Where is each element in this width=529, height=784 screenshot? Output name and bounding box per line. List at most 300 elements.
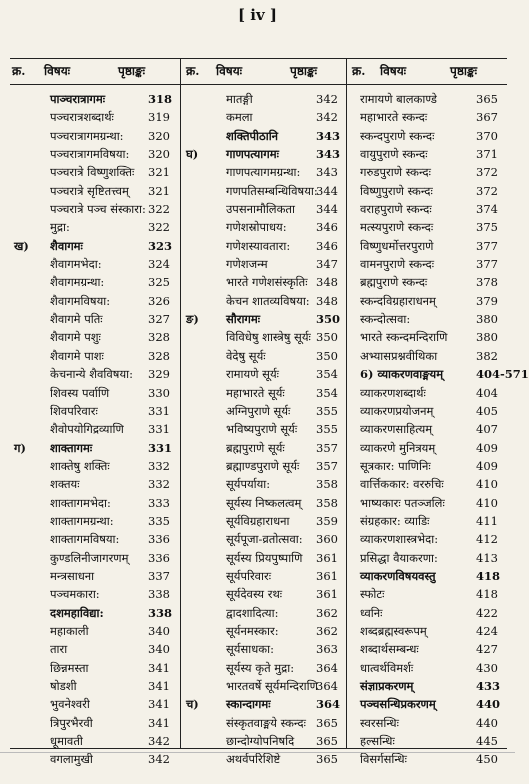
entry-page: 358 xyxy=(316,477,338,492)
entry-page: 341 xyxy=(148,715,170,730)
entry-topic: गाणपत्यागमः xyxy=(226,147,279,162)
entry-page: 344 xyxy=(316,183,338,198)
index-entry xyxy=(182,237,344,255)
index-entry xyxy=(10,384,178,402)
entry-page: 375 xyxy=(476,220,498,235)
entry-topic: अथर्वपरिशिष्टे xyxy=(226,752,281,767)
index-entry xyxy=(348,622,507,640)
header-rule xyxy=(10,84,507,85)
entry-page: 338 xyxy=(148,587,170,602)
entry-page: 364 xyxy=(316,660,338,675)
entry-topic: भारते गणेशसंस्कृतिः xyxy=(226,275,308,290)
entry-topic: शैवागमभेदा: xyxy=(50,257,102,272)
entry-topic: सूत्रकार: पाणिनिः xyxy=(360,458,431,473)
entry-page: 336 xyxy=(148,532,170,547)
entry-page: 333 xyxy=(148,495,170,510)
entry-topic: शाक्तेषु शक्तिः xyxy=(50,458,110,473)
index-entry xyxy=(348,420,507,438)
entry-page: 364 xyxy=(316,697,341,712)
entry-topic: पञ्चरात्रागमविषया: xyxy=(50,147,130,162)
entry-topic: व्याकरणप्रयोजनम् xyxy=(360,403,434,418)
entry-page: 411 xyxy=(476,513,498,528)
index-entry xyxy=(182,695,344,713)
index-entry xyxy=(348,677,507,695)
entry-topic: संस्कृतवाङ्मये स्कन्दः xyxy=(226,715,306,730)
index-entry xyxy=(10,585,178,603)
entry-topic: गरुडपुराणे स्कन्दः xyxy=(360,165,431,180)
column-divider xyxy=(346,58,347,748)
entry-topic: सूर्यपरिवारः xyxy=(226,568,272,583)
entry-page: 424 xyxy=(476,623,498,638)
index-entry xyxy=(10,108,178,126)
entry-page: 377 xyxy=(476,257,498,272)
entry-topic: विसर्गसन्धिः xyxy=(360,752,407,767)
entry-page: 355 xyxy=(316,403,338,418)
index-entry xyxy=(10,420,178,438)
entry-page: 440 xyxy=(476,715,498,730)
entry-page: 379 xyxy=(476,293,498,308)
entry-page: 372 xyxy=(476,183,498,198)
entry-page: 321 xyxy=(148,165,170,180)
section-marker: ग) xyxy=(14,440,26,455)
header-prishthanka: पृष्ठाङ्कः xyxy=(290,64,318,78)
entry-topic: विष्णुपुराणे स्कन्दः xyxy=(360,183,433,198)
index-entry xyxy=(348,365,529,383)
entry-page: 338 xyxy=(148,605,173,620)
entry-page: 341 xyxy=(148,679,170,693)
entry-page: 440 xyxy=(476,697,501,712)
entry-page: 382 xyxy=(476,348,498,363)
entry-topic: सौरागमः xyxy=(226,312,261,327)
index-entry xyxy=(10,163,178,181)
entry-page: 332 xyxy=(148,458,170,473)
entry-topic: पञ्चरात्रे विष्णुशक्तिः xyxy=(50,165,135,180)
index-entry xyxy=(10,549,178,567)
entry-topic: अभ्यासप्रश्नवीथिका xyxy=(360,348,438,363)
header-vishay: विषयः xyxy=(216,64,243,78)
index-entry xyxy=(182,292,344,310)
index-entry xyxy=(10,237,178,255)
entry-topic: स्कान्दागमः xyxy=(226,697,271,712)
entry-topic: पञ्चरात्रशब्दार्थः xyxy=(50,110,114,125)
index-entry xyxy=(182,604,344,622)
entry-page: 348 xyxy=(316,275,338,290)
entry-topic: शब्दब्रह्मस्वरूपम् xyxy=(360,623,427,638)
index-entry xyxy=(10,328,178,346)
entry-topic: स्वरसन्धिः xyxy=(360,715,399,730)
entry-topic: गणेशस्रोपाधय: xyxy=(226,220,287,235)
index-entry xyxy=(348,695,507,713)
entry-page: 328 xyxy=(148,330,170,345)
entry-page: 405 xyxy=(476,403,498,418)
entry-topic: वायुपुराणे स्कन्दः xyxy=(360,147,428,162)
entry-page: 320 xyxy=(148,147,170,162)
index-entry xyxy=(182,659,344,677)
index-column-1 xyxy=(10,90,178,769)
index-entry xyxy=(348,328,507,346)
section-marker: च) xyxy=(186,697,199,712)
entry-topic: पञ्चरात्रे पञ्च संस्कारा: xyxy=(50,202,146,217)
index-entry xyxy=(348,714,507,732)
index-entry xyxy=(182,622,344,640)
page-bottom-edge xyxy=(0,752,515,753)
index-entry xyxy=(182,310,344,328)
entry-topic: व्याकरणशास्त्रभेदा: xyxy=(360,532,439,547)
entry-page: 365 xyxy=(316,715,338,730)
entry-page: 326 xyxy=(148,293,170,308)
header-vishay: विषयः xyxy=(44,64,71,78)
entry-topic: मन्त्रसाधना xyxy=(50,568,95,583)
entry-page: 343 xyxy=(316,165,338,180)
index-entry xyxy=(348,439,507,457)
entry-topic: शैवोपयोगिद्रव्याणि xyxy=(50,422,124,437)
index-entry xyxy=(348,732,507,750)
entry-topic: दशमहाविद्या: xyxy=(50,605,104,620)
index-entry xyxy=(10,512,178,530)
index-entry xyxy=(348,640,507,658)
index-entry xyxy=(10,604,178,622)
entry-page: 347 xyxy=(316,257,338,272)
entry-page: 350 xyxy=(316,330,338,345)
entry-page: 323 xyxy=(148,238,173,253)
index-entry xyxy=(182,255,344,273)
index-entry xyxy=(348,310,507,328)
index-entry xyxy=(348,494,507,512)
entry-page: 430 xyxy=(476,660,498,675)
index-entry xyxy=(10,659,178,677)
index-entry xyxy=(10,640,178,658)
entry-topic: विष्णुधर्मोत्तरपुराणे xyxy=(360,238,434,253)
index-entry xyxy=(10,402,178,420)
entry-topic: शाक्तागमः xyxy=(50,440,93,455)
index-entry xyxy=(182,494,344,512)
index-entry xyxy=(182,585,344,603)
entry-page: 407 xyxy=(476,422,498,437)
entry-topic: तारा xyxy=(50,642,68,657)
index-entry xyxy=(10,622,178,640)
index-entry xyxy=(182,750,344,768)
entry-topic: षोडशी xyxy=(50,679,77,693)
entry-topic: धूमावती xyxy=(50,734,83,749)
index-entry xyxy=(348,567,507,585)
entry-page: 360 xyxy=(316,532,338,547)
entry-page: 361 xyxy=(316,568,338,583)
entry-topic: केचन शातव्यविषया: xyxy=(226,293,310,308)
entry-topic: मुद्रा: xyxy=(50,220,70,235)
entry-topic: व्याकरणविषयवस्तु xyxy=(360,568,436,583)
entry-topic: गणपतिसम्बन्धिविषया: xyxy=(226,183,318,198)
entry-page: 342 xyxy=(148,734,170,749)
entry-page: 340 xyxy=(148,642,170,657)
index-entry xyxy=(10,347,178,365)
entry-topic: छान्दोग्योपनिषदि xyxy=(226,734,295,749)
index-entry xyxy=(348,163,507,181)
entry-topic: भारतवर्षे सूर्यमन्दिराणि xyxy=(226,679,318,693)
entry-topic: शब्दार्थसम्बन्धः xyxy=(360,642,419,657)
entry-topic: शैवागमः xyxy=(50,238,83,253)
entry-topic: सूर्यस्य निष्कलत्वम् xyxy=(226,495,302,510)
entry-topic: हल्सन्धिः xyxy=(360,734,395,749)
index-entry xyxy=(182,549,344,567)
index-entry xyxy=(10,567,178,585)
index-entry xyxy=(10,182,178,200)
entry-page: 427 xyxy=(476,642,498,657)
entry-page: 357 xyxy=(316,440,338,455)
index-entry xyxy=(182,365,344,383)
entry-topic: वामनपुराणे स्कन्दः xyxy=(360,257,435,272)
index-entry xyxy=(348,402,507,420)
entry-page: 380 xyxy=(476,330,498,345)
index-entry xyxy=(10,145,178,163)
entry-topic: शिवस्य पर्वाणि xyxy=(50,385,110,400)
index-entry xyxy=(10,310,178,328)
entry-page: 328 xyxy=(148,348,170,363)
index-entry xyxy=(10,677,178,695)
index-entry xyxy=(348,475,507,493)
entry-topic: महाकाली xyxy=(50,623,89,638)
page-number: [ iv ] xyxy=(237,6,278,24)
index-entry xyxy=(348,512,507,530)
entry-page: 365 xyxy=(316,752,338,767)
header-kra: क्र. xyxy=(352,64,366,78)
entry-topic: पञ्चरात्रागमग्रन्था: xyxy=(50,128,124,143)
entry-topic: शिवपरिवारः xyxy=(50,403,98,418)
entry-page: 321 xyxy=(148,183,170,198)
entry-topic: शाक्तागमविषया: xyxy=(50,532,120,547)
header-kra: क्र. xyxy=(12,64,26,78)
entry-topic: शैवागमे पाशः xyxy=(50,348,104,363)
entry-page: 372 xyxy=(476,165,498,180)
index-entry xyxy=(348,604,507,622)
entry-page: 361 xyxy=(316,587,338,602)
entry-topic: सूर्यविग्रहाराधना xyxy=(226,513,290,528)
entry-topic: गाणपत्यागमग्रन्था: xyxy=(226,165,301,180)
entry-page: 322 xyxy=(148,220,170,235)
index-entry xyxy=(10,439,178,457)
index-entry xyxy=(348,273,507,291)
entry-page: 341 xyxy=(148,697,170,712)
index-entry xyxy=(348,255,507,273)
entry-topic: ब्रह्मपुराणे स्कन्दः xyxy=(360,275,428,290)
entry-page: 371 xyxy=(476,147,498,162)
header-vishay: विषयः xyxy=(380,64,407,78)
entry-topic: व्याकरणसाहित्यम् xyxy=(360,422,433,437)
entry-topic: ध्वनिः xyxy=(360,605,383,620)
entry-topic: सूर्यसाधका: xyxy=(226,642,274,657)
entry-page: 337 xyxy=(148,568,170,583)
entry-topic: ब्रह्माण्डपुराणे सूर्यः xyxy=(226,458,300,473)
entry-page: 322 xyxy=(148,202,170,217)
entry-topic: महाभारते स्कन्दः xyxy=(360,110,428,125)
entry-page: 346 xyxy=(316,220,338,235)
entry-page: 319 xyxy=(148,110,170,125)
entry-page: 354 xyxy=(316,385,338,400)
entry-page: 318 xyxy=(148,92,173,106)
header-prishthanka: पृष्ठाङ्कः xyxy=(450,64,478,78)
index-entry xyxy=(10,732,178,750)
index-entry xyxy=(182,530,344,548)
entry-topic: गणेशस्यावतारा: xyxy=(226,238,291,253)
entry-topic: संग्रहकार: व्याडिः xyxy=(360,513,430,528)
entry-topic: स्फोटः xyxy=(360,587,385,602)
entry-topic: केचनान्ये शैवविषया: xyxy=(50,367,133,382)
index-entry xyxy=(10,457,178,475)
entry-topic: सूर्यपूजा-व्रतोत्सवा: xyxy=(226,532,303,547)
entry-topic: व्याकरणशब्दार्थः xyxy=(360,385,426,400)
entry-topic: स्कन्दपुराणे स्कन्दः xyxy=(360,128,435,143)
index-entry xyxy=(10,494,178,512)
entry-topic: ब्रह्मपुराणे सूर्यः xyxy=(226,440,285,455)
entry-page: 350 xyxy=(316,312,341,327)
entry-page: 343 xyxy=(316,128,341,143)
entry-topic: भुवनेश्वरी xyxy=(50,697,90,712)
entry-topic: उपसनामौलिकता xyxy=(226,202,295,217)
index-entry xyxy=(348,457,507,475)
entry-topic: सूर्यपर्याया: xyxy=(226,477,271,492)
section-marker: ङ) xyxy=(186,312,199,327)
index-entry xyxy=(182,328,344,346)
index-entry xyxy=(10,530,178,548)
index-entry xyxy=(182,677,344,695)
entry-topic: शैवागमग्रन्था: xyxy=(50,275,105,290)
entry-topic: भारते स्कन्दमन्दिराणि xyxy=(360,330,448,345)
index-entry xyxy=(348,237,507,255)
entry-page: 340 xyxy=(148,623,170,638)
entry-page: 346 xyxy=(316,238,338,253)
index-entry xyxy=(182,108,344,126)
entry-page: 450 xyxy=(476,752,498,767)
entry-page: 370 xyxy=(476,128,498,143)
entry-page: 359 xyxy=(316,513,338,528)
entry-page: 357 xyxy=(316,458,338,473)
index-entry xyxy=(10,200,178,218)
index-entry xyxy=(182,200,344,218)
entry-page: 324 xyxy=(148,257,170,272)
entry-page: 374 xyxy=(476,202,498,217)
entry-topic: वराहपुराणे स्कन्दः xyxy=(360,202,432,217)
index-entry xyxy=(348,585,507,603)
index-entry xyxy=(182,732,344,750)
column-divider xyxy=(180,58,181,748)
index-entry xyxy=(348,145,507,163)
entry-topic: 6) व्याकरणवाङ्मयम् xyxy=(360,367,444,382)
entry-page: 418 xyxy=(476,568,501,583)
entry-page: 354 xyxy=(316,367,338,382)
entry-topic: शैवागमे पशुः xyxy=(50,330,101,345)
index-entry xyxy=(182,182,344,200)
entry-topic: वार्त्तिककार: वररुचिः xyxy=(360,477,444,492)
entry-topic: सूर्यनमस्कार: xyxy=(226,623,279,638)
index-entry xyxy=(10,695,178,713)
entry-page: 365 xyxy=(476,92,498,106)
entry-page: 335 xyxy=(148,513,170,528)
entry-topic: अग्निपुराणे सूर्यः xyxy=(226,403,291,418)
index-entry xyxy=(182,475,344,493)
entry-page: 320 xyxy=(148,128,170,143)
index-entry xyxy=(348,90,507,108)
index-entry xyxy=(348,750,507,768)
entry-topic: पञ्चरात्रे सृष्टितत्त्वम् xyxy=(50,183,129,198)
entry-page: 365 xyxy=(316,734,338,749)
entry-topic: मातङ्गी xyxy=(226,92,253,106)
index-entry xyxy=(348,549,507,567)
index-entry xyxy=(10,255,178,273)
entry-page: 422 xyxy=(476,605,498,620)
index-entry xyxy=(348,182,507,200)
entry-page: 410 xyxy=(476,477,498,492)
entry-topic: पञ्चमकारा: xyxy=(50,587,100,602)
index-entry xyxy=(10,292,178,310)
index-entry xyxy=(348,200,507,218)
index-entry xyxy=(182,273,344,291)
entry-page: 412 xyxy=(476,532,498,547)
entry-page: 410 xyxy=(476,495,498,510)
entry-topic: धात्वर्थविमर्शः xyxy=(360,660,414,675)
entry-page: 325 xyxy=(148,275,170,290)
index-entry xyxy=(182,384,344,402)
entry-topic: व्याकरणे मुनित्रयम् xyxy=(360,440,436,455)
entry-page: 433 xyxy=(476,679,501,693)
index-column-2 xyxy=(182,90,344,769)
index-table xyxy=(10,58,529,767)
entry-page: 362 xyxy=(316,605,338,620)
index-entry xyxy=(182,512,344,530)
index-entry xyxy=(182,567,344,585)
section-marker: घ) xyxy=(186,147,199,162)
entry-page: 355 xyxy=(316,422,338,437)
entry-page: 344 xyxy=(316,202,338,217)
entry-topic: त्रिपुरभैरवी xyxy=(50,715,93,730)
entry-topic: भविष्यपुराणे सूर्यः xyxy=(226,422,298,437)
section-marker: ख) xyxy=(14,238,29,253)
index-entry xyxy=(10,273,178,291)
index-entry xyxy=(348,347,507,365)
index-entry xyxy=(182,127,344,145)
entry-page: 404 xyxy=(476,385,498,400)
entry-page: 342 xyxy=(316,92,338,106)
entry-page: 367 xyxy=(476,110,498,125)
entry-page: 363 xyxy=(316,642,338,657)
entry-topic: वेदेषु सूर्यः xyxy=(226,348,266,363)
entry-topic: द्वादशादित्या: xyxy=(226,605,279,620)
index-entry xyxy=(182,457,344,475)
index-entry xyxy=(10,475,178,493)
entry-page: 348 xyxy=(316,293,338,308)
entry-topic: सूर्यस्य कृते मुद्रा: xyxy=(226,660,295,675)
entry-page: 332 xyxy=(148,477,170,492)
entry-topic: सूर्यदेवस्य रथः xyxy=(226,587,283,602)
entry-topic: स्कन्दोत्सवा: xyxy=(360,312,411,327)
entry-page: 331 xyxy=(148,440,173,455)
index-entry xyxy=(182,218,344,236)
index-entry xyxy=(182,90,344,108)
entry-page: 350 xyxy=(316,348,338,363)
entry-page: 329 xyxy=(148,367,170,382)
entry-page: 343 xyxy=(316,147,341,162)
entry-topic: रामायणे बालकाण्डे xyxy=(360,92,437,106)
entry-page: 418 xyxy=(476,587,498,602)
entry-topic: शक्तयः xyxy=(50,477,80,492)
header-kra: क्र. xyxy=(186,64,200,78)
entry-topic: संज्ञाप्रकरणम् xyxy=(360,679,414,693)
index-entry xyxy=(10,750,178,768)
entry-page: 409 xyxy=(476,458,498,473)
entry-topic: वगलामुखी xyxy=(50,752,93,767)
entry-topic: कुण्डलिनीजागरणम् xyxy=(50,550,129,565)
entry-topic: भाष्यकारः पतञ्जलिः xyxy=(360,495,445,510)
entry-topic: शाक्तागमभेदा: xyxy=(50,495,111,510)
entry-topic: शाक्तागमग्रन्था: xyxy=(50,513,114,528)
